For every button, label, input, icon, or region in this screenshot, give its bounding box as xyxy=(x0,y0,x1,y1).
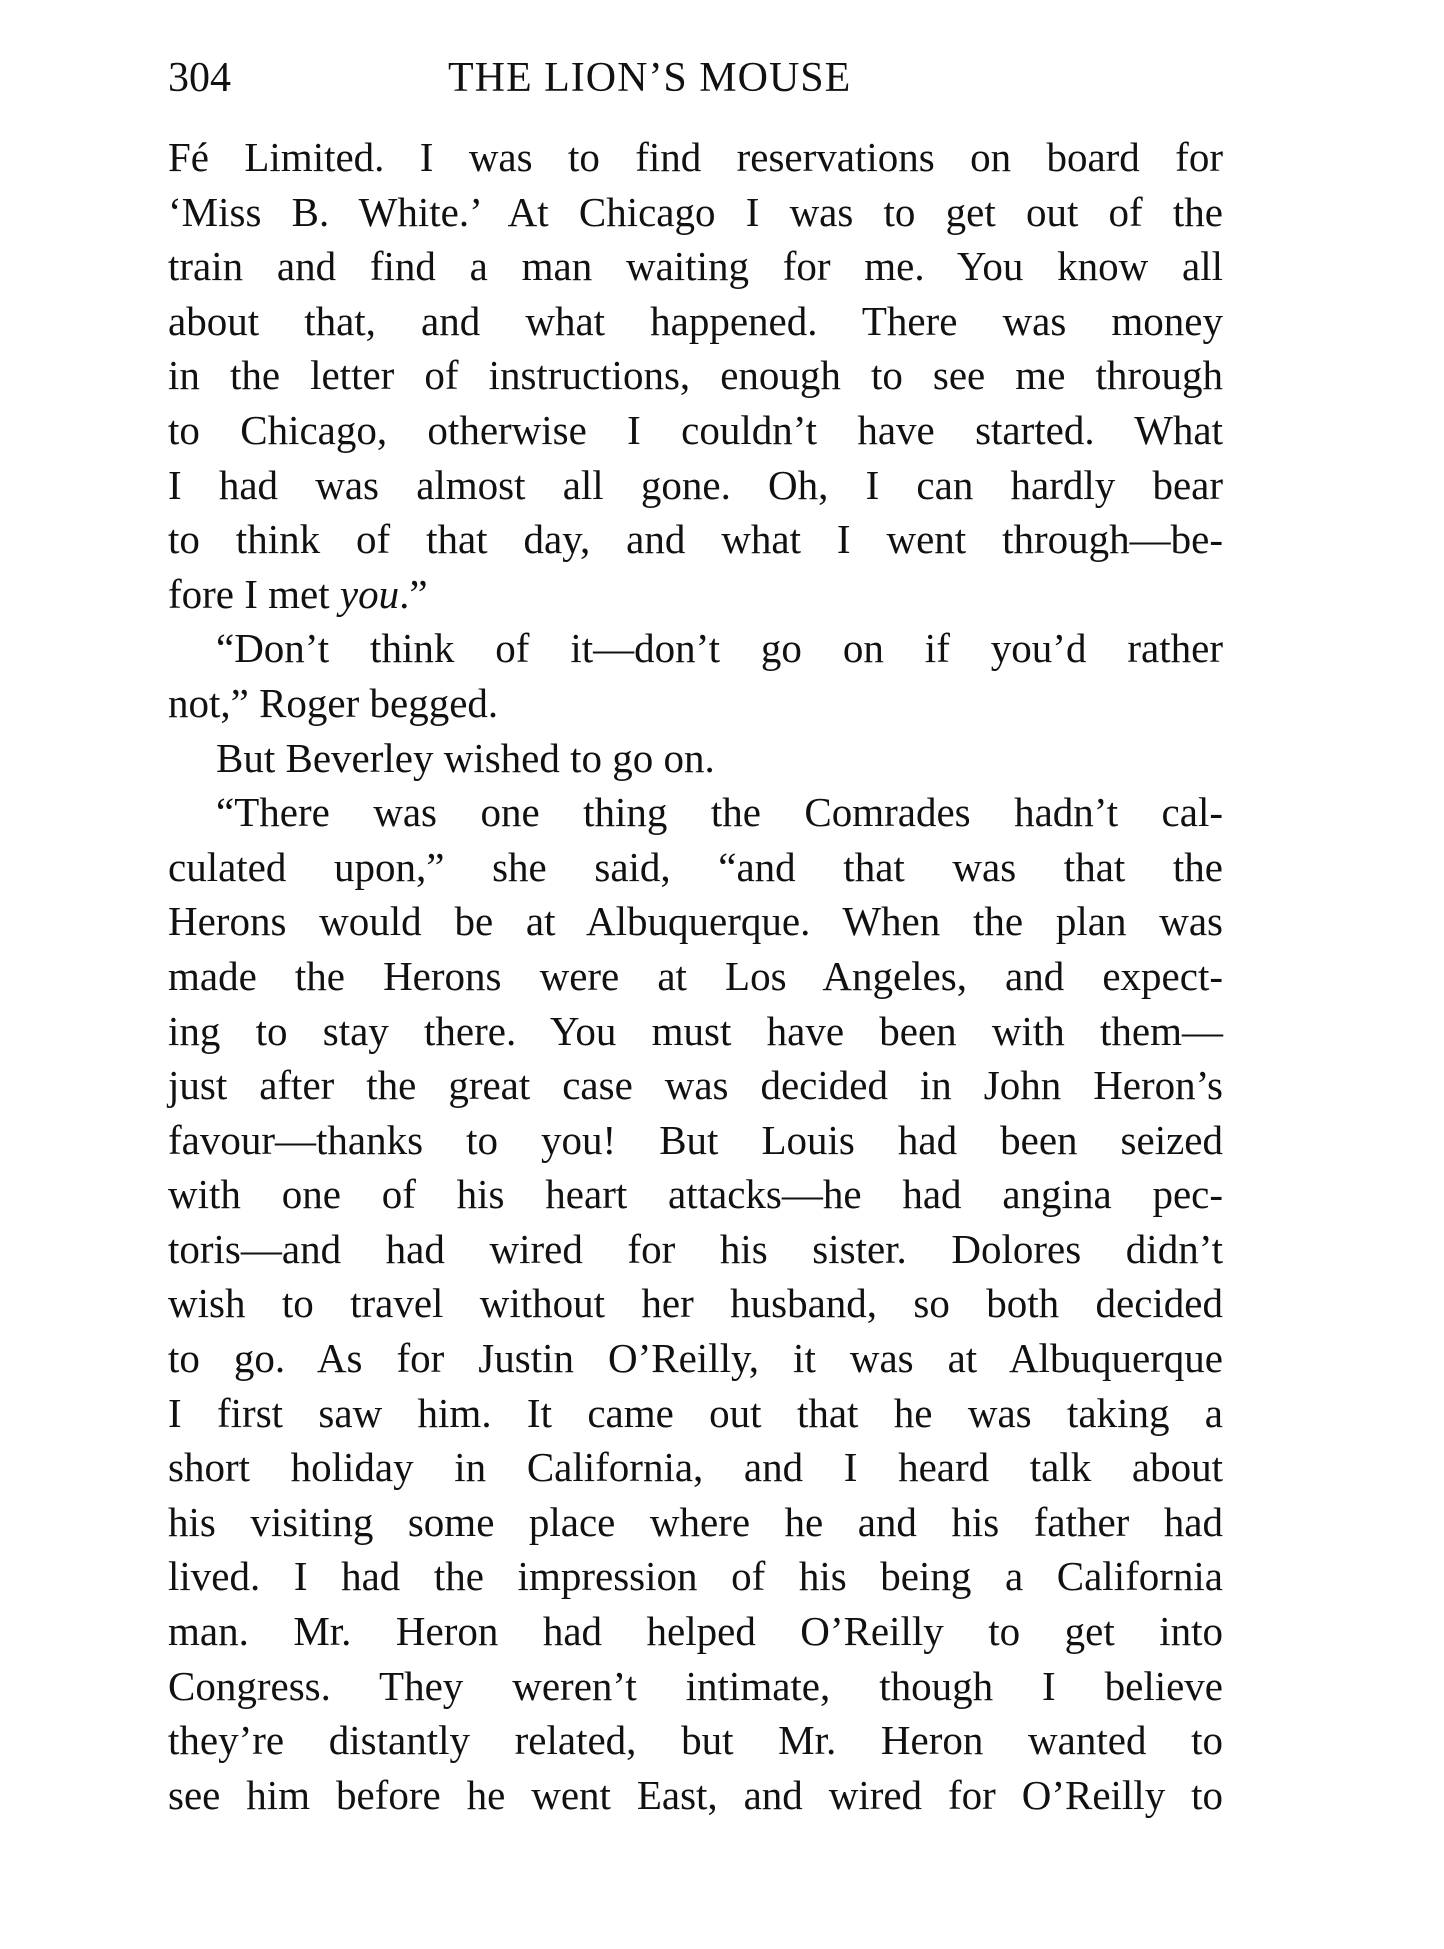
text-line: ing to stay there. You must have been with them— xyxy=(168,1007,1223,1054)
text-line: not,” Roger begged. xyxy=(168,679,499,726)
text-line: in the letter of instructions, enough to see me through xyxy=(168,352,1223,399)
text-line: to go. As for Justin O’Reilly, it was at Albuquerque xyxy=(168,1335,1223,1382)
text-line: see him before he went East, and wired for O’Reilly to xyxy=(168,1771,1223,1818)
page-header xyxy=(168,48,1223,108)
text-line: man. Mr. Heron had helped O’Reilly to get into xyxy=(168,1608,1223,1655)
text-line: favour—thanks to you! But Louis had been seized xyxy=(168,1116,1223,1163)
body-text xyxy=(168,130,1223,1822)
text-line: culated upon,” she said, “and that was that the xyxy=(168,843,1223,890)
text-line: Herons would be at Albuquerque. When the plan was xyxy=(168,898,1223,945)
text-line: toris—and had wired for his sister. Dolores didn’t xyxy=(168,1225,1223,1272)
page-number: 304 xyxy=(168,55,231,101)
text-line: Fé Limited. I was to find reservations on board for xyxy=(168,134,1223,180)
italic-word: you xyxy=(339,570,400,617)
text-line: made the Herons were at Los Angeles, and expect- xyxy=(168,952,1223,999)
paragraph-start-line: “Don’t think of it—don’t go on if you’d rather xyxy=(216,625,1223,672)
text-line: ‘Miss B. White.’ At Chicago I was to get out of the xyxy=(168,188,1223,235)
text-line: his visiting some place where he and his father had xyxy=(168,1498,1223,1545)
text-line-with-italic xyxy=(168,567,1223,622)
text-line: wish to travel without her husband, so both decided xyxy=(168,1280,1223,1327)
text-line: I first saw him. It came out that he was taking a xyxy=(168,1389,1223,1436)
text-line: to think of that day, and what I went through—be- xyxy=(168,516,1223,563)
text-line: train and find a man waiting for me. You know all xyxy=(168,243,1223,290)
text-line: just after the great case was decided in John Heron’s xyxy=(168,1062,1223,1109)
text-line: with one of his heart attacks—he had angina pec- xyxy=(168,1171,1223,1218)
text-line: to Chicago, otherwise I couldn’t have started. What xyxy=(168,406,1223,453)
text-line: about that, and what happened. There was money xyxy=(168,297,1223,344)
text-line: they’re distantly related, but Mr. Heron wanted to xyxy=(168,1717,1223,1764)
paragraph-start-line: But Beverley wished to go on. xyxy=(216,734,715,781)
text-line: Congress. They weren’t intimate, though I believe xyxy=(168,1662,1223,1709)
text-line: I had was almost all gone. Oh, I can hardly bear xyxy=(168,461,1223,508)
line-suffix: .” xyxy=(399,570,428,617)
text-line: short holiday in California, and I heard talk about xyxy=(168,1444,1223,1491)
text-line: lived. I had the impression of his being a California xyxy=(168,1553,1223,1600)
running-title: THE LION’S MOUSE xyxy=(448,55,852,101)
line-prefix: fore I met xyxy=(168,570,340,617)
paragraph-start-line: “There was one thing the Comrades hadn’t cal- xyxy=(216,789,1223,836)
